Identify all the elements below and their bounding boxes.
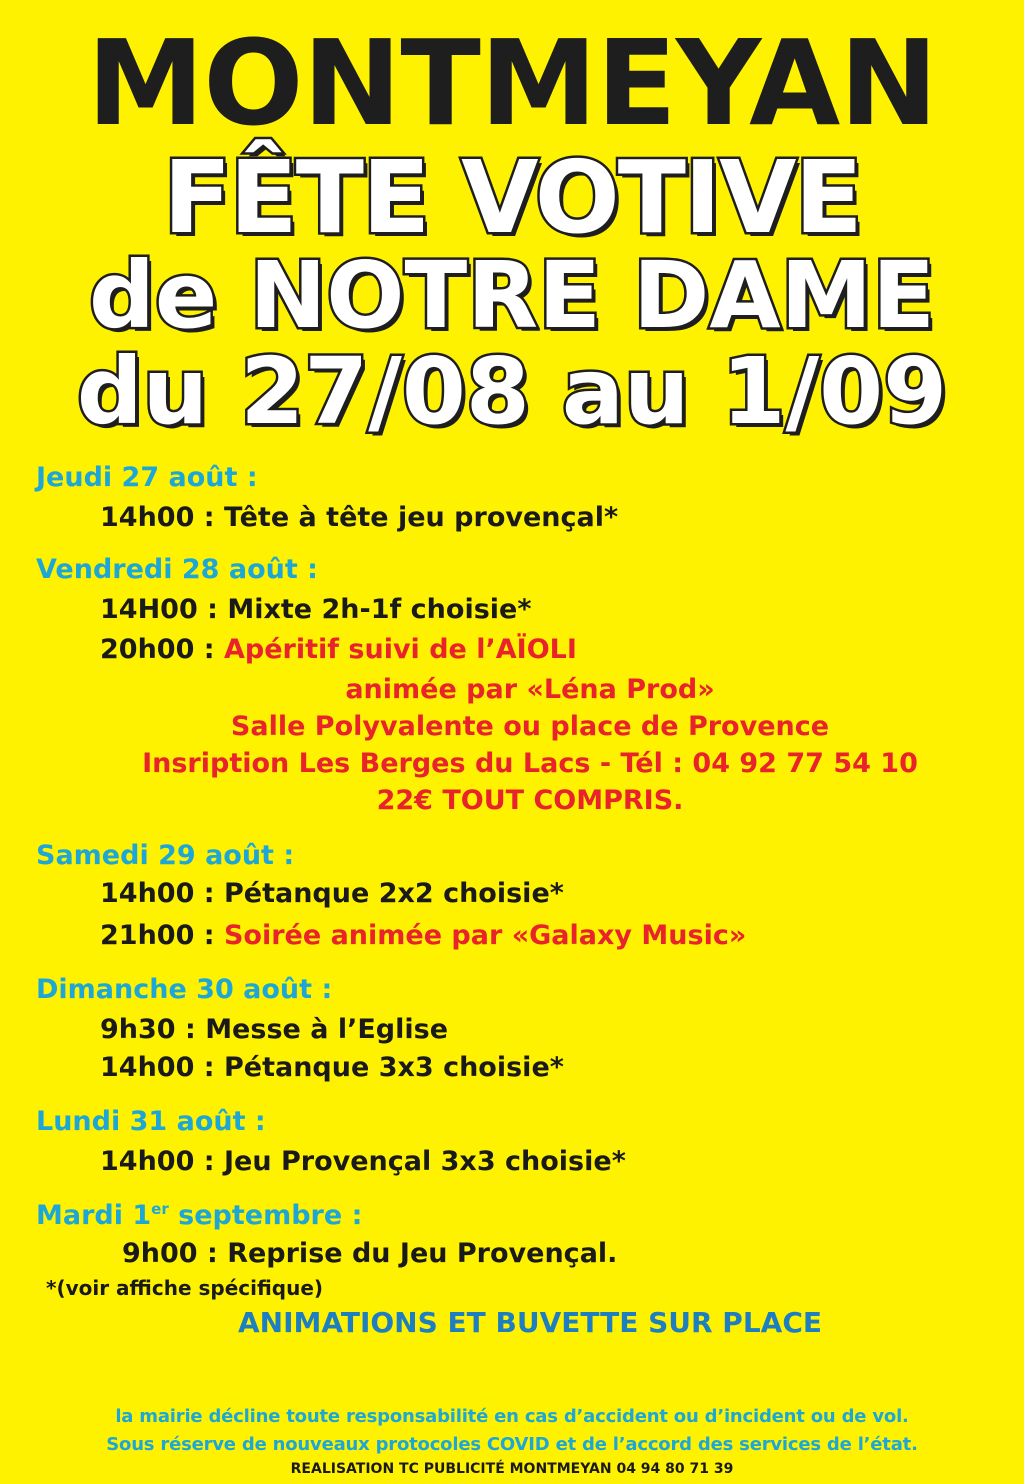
- schedule-item: [100, 1014, 448, 1045]
- item-time: 14h00 :: [100, 878, 215, 909]
- day-heading-mardi: [36, 1200, 362, 1231]
- day-heading-lundi: Lundi 31 août :: [36, 1106, 266, 1137]
- day-heading-vendredi: Vendredi 28 août :: [36, 554, 318, 585]
- disclaimer-line-2: Sous réserve de nouveaux protocoles COVID et de l’accord des services de l’état.: [106, 1434, 918, 1455]
- day-heading-jeudi: Jeudi 27 août :: [36, 462, 258, 493]
- item-text: Mixte 2h-1f choisie*: [227, 594, 532, 625]
- town-title: MONTMEYAN: [86, 14, 938, 152]
- disclaimer-line-1: la mairie décline toute responsabilité en cas d’accident ou d’incident ou de vol.: [115, 1406, 909, 1427]
- schedule-item: [100, 1146, 626, 1177]
- item-time: 21h00 :: [100, 920, 215, 951]
- item-time: 9h30 :: [100, 1014, 196, 1045]
- schedule-item: [100, 1052, 564, 1083]
- schedule-item: [100, 594, 531, 625]
- aioli-inscription: Insription Les Berges du Lacs - Tél : 04 92 77 54 10: [142, 748, 918, 779]
- schedule-item: [100, 920, 746, 951]
- animations-banner: ANIMATIONS ET BUVETTE SUR PLACE: [237, 1306, 823, 1339]
- aioli-price: 22€ TOUT COMPRIS.: [376, 785, 684, 816]
- item-text: Apéritif suivi de l’AÏOLI: [223, 634, 577, 665]
- schedule-item: [100, 502, 618, 533]
- event-subtitle: de NOTRE DAME: [89, 242, 935, 349]
- item-time: 14h00 :: [100, 1146, 215, 1177]
- item-time: 9h00 :: [122, 1238, 218, 1269]
- print-credit: REALISATION TC PUBLICITÉ MONTMEYAN 04 94 80 71 39: [290, 1461, 734, 1477]
- item-text: Messe à l’Eglise: [205, 1014, 449, 1045]
- day-heading-dimanche: Dimanche 30 août :: [36, 974, 333, 1005]
- event-title: FÊTE VOTIVE: [163, 139, 861, 256]
- schedule-item: [100, 634, 577, 665]
- aioli-detail: animée par «Léna Prod»: [345, 674, 715, 705]
- item-text: Jeu Provençal 3x3 choisie*: [223, 1146, 626, 1177]
- item-time: 14h00 :: [100, 502, 215, 533]
- day-heading-samedi: Samedi 29 août :: [36, 840, 295, 871]
- day-heading-text-end: septembre :: [168, 1200, 363, 1231]
- item-time: 20h00 :: [100, 634, 215, 665]
- item-text: Pétanque 2x2 choisie*: [223, 878, 564, 909]
- item-text: Pétanque 3x3 choisie*: [223, 1052, 564, 1083]
- day-heading-text: Mardi 1: [36, 1200, 152, 1231]
- item-time: 14h00 :: [100, 1052, 215, 1083]
- item-text: Tête à tête jeu provençal*: [223, 502, 619, 533]
- item-time: 14H00 :: [100, 594, 218, 625]
- schedule-item: [100, 878, 564, 909]
- item-text: Reprise du Jeu Provençal.: [227, 1238, 618, 1269]
- footnote: *(voir affiche spécifique): [46, 1276, 324, 1300]
- schedule-item: [122, 1238, 617, 1269]
- event-dates: du 27/08 au 1/09: [76, 338, 948, 445]
- ordinal-suffix: er: [151, 1200, 169, 1218]
- aioli-location: Salle Polyvalente ou place de Provence: [230, 711, 830, 742]
- item-text: Soirée animée par «Galaxy Music»: [223, 920, 747, 951]
